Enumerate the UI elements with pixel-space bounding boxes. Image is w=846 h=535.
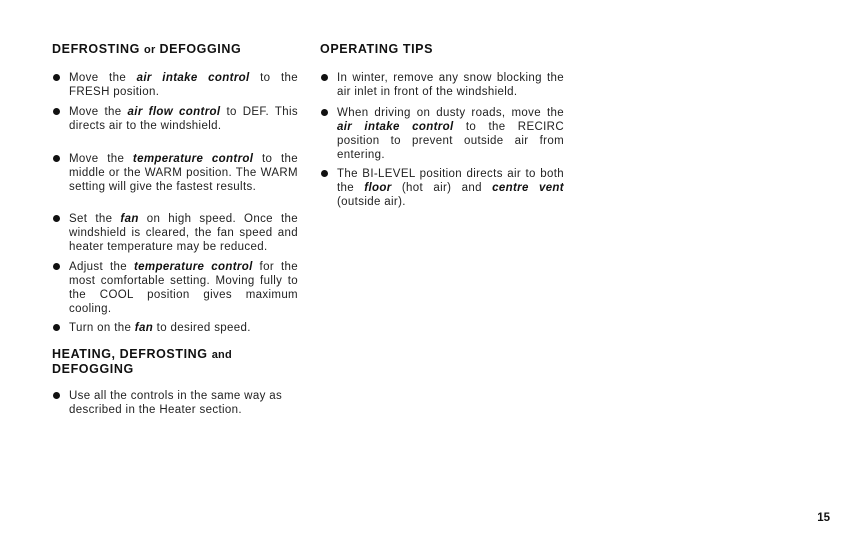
bullet-icon: [53, 155, 60, 162]
control-name: temperature control: [132, 153, 254, 165]
list-item: Set the fan on high speed. Once the windshield is cleared, the fan speed and heater temperature may be reduced.: [52, 212, 298, 254]
heading-text-tail: DEFOGGING: [52, 362, 134, 376]
list-item: In winter, remove any snow blocking the air inlet in front of the windshield.: [320, 71, 564, 99]
control-name: fan: [134, 322, 154, 334]
control-name: fan: [120, 213, 139, 225]
bullet-icon: [53, 215, 60, 222]
control-name: air flow control: [127, 106, 221, 118]
list-item: When driving on dusty roads, move the air intake control to the RECIRC position to prevent outside air from entering.: [320, 106, 564, 162]
heading-text: HEATING, DEFROSTING: [52, 347, 208, 361]
vent-name: floor: [364, 182, 392, 194]
list-item: Adjust the temperature control for the most comfortable setting. Moving fully to the COOL position gives maximum cooling.: [52, 260, 298, 316]
list-item: Turn on the fan to desired speed.: [52, 321, 298, 335]
heading-text-tail: DEFOGGING: [159, 42, 242, 56]
control-name: air intake control: [337, 121, 454, 133]
list-item: Move the air flow control to DEF. This directs air to the windshield.: [52, 105, 298, 133]
control-name: temperature control: [133, 261, 253, 273]
bullet-icon: [53, 263, 60, 270]
bullet-icon: [321, 109, 328, 116]
operating-tips-heading: OPERATING TIPS: [320, 42, 434, 56]
defrosting-heading: [52, 42, 241, 57]
vent-name: centre vent: [492, 182, 564, 194]
bullet-icon: [53, 324, 60, 331]
list-item: Use all the controls in the same way as described in the Heater section.: [52, 389, 298, 417]
list-item: Move the temperature control to the middle or the WARM position. The WARM setting will give the fastest results.: [52, 152, 298, 194]
list-item: The BI-LEVEL position directs air to both the floor (hot air) and centre vent (outside air).: [320, 167, 564, 209]
page-number: 15: [817, 512, 830, 524]
heading-join: and: [211, 349, 232, 361]
bullet-icon: [53, 74, 60, 81]
heading-join: or: [144, 44, 156, 56]
bullet-icon: [321, 74, 328, 81]
bullet-icon: [53, 108, 60, 115]
bullet-icon: [53, 392, 60, 399]
list-item: Move the air intake control to the FRESH position.: [52, 71, 298, 99]
control-name: air intake control: [136, 72, 250, 84]
heading-text: DEFROSTING: [52, 42, 140, 56]
heating-heading: [52, 347, 298, 376]
bullet-icon: [321, 170, 328, 177]
